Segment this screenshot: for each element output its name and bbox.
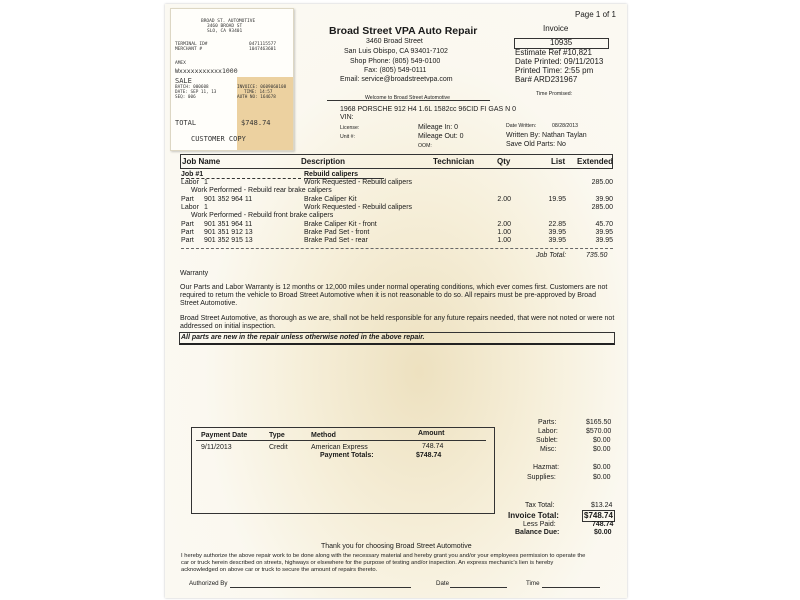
authorization-line1: I hereby authorize the above repair work to be done along with the necessary material and hereby grant you and/or your employees permission to operate the bbox=[181, 553, 586, 559]
payment-type: Credit bbox=[269, 444, 288, 451]
line-item-note: Work Performed - Rebuild front brake calipers bbox=[191, 212, 334, 219]
line-item-list: 22.85 bbox=[548, 221, 566, 228]
line-item-note: Work Performed - Rebuild rear brake calipers bbox=[191, 187, 332, 194]
receipt-terminal-label: TERMINAL ID# bbox=[175, 42, 208, 47]
printed-time: Printed Time: 2:55 pm bbox=[515, 66, 594, 75]
line-item-description: Brake Caliper Kit bbox=[304, 196, 357, 203]
line-item-type: Part bbox=[181, 229, 194, 236]
payment-method: American Express bbox=[311, 444, 368, 451]
col-technician: Technician bbox=[433, 157, 475, 166]
invoice-total-label: Invoice Total: bbox=[508, 511, 559, 520]
summary-supplies: $0.00 bbox=[593, 474, 611, 481]
payment-type-header: Type bbox=[269, 432, 285, 439]
payment-amount: 748.74 bbox=[422, 443, 444, 450]
shop-street: 3460 Broad Street bbox=[366, 38, 423, 45]
balance-due: $0.00 bbox=[594, 529, 612, 536]
line-item-part: 901 352 964 11 bbox=[204, 196, 253, 203]
authorized-by-line bbox=[230, 587, 411, 588]
receipt-terminal-value: 0471115577 bbox=[249, 42, 277, 47]
line-item-description: Brake Pad Set - front bbox=[304, 229, 370, 236]
vehicle-description: 1968 PORSCHE 912 H4 1.6L 1582cc 96CID FI GAS N 0 bbox=[340, 106, 516, 113]
receipt-invoice: INVOICE: 0609060108 bbox=[237, 85, 287, 90]
receipt-shop-line-1: BROAD ST. AUTOMOTIVE bbox=[201, 19, 256, 24]
payment-method-header: Method bbox=[311, 432, 336, 439]
job-number-underline bbox=[181, 178, 301, 179]
job-total-rule bbox=[181, 248, 613, 249]
col-list: List bbox=[551, 157, 566, 166]
date-label: Date bbox=[436, 580, 450, 587]
shop-phone: Shop Phone: (805) 549-0100 bbox=[350, 58, 441, 65]
summary-sublet-label: Sublet: bbox=[536, 437, 558, 444]
date-written-label: Date Written: bbox=[506, 123, 537, 129]
summary-tax-label: Tax Total: bbox=[525, 502, 555, 509]
job-total-label: Job Total: bbox=[536, 252, 567, 259]
table-header-rule bbox=[180, 168, 613, 169]
summary-parts: $165.50 bbox=[586, 419, 612, 426]
summary-supplies-label: Supplies: bbox=[527, 474, 556, 481]
line-item-part: 901 352 915 13 bbox=[204, 237, 253, 244]
time-label: Time bbox=[526, 580, 540, 587]
summary-hazmat-label: Hazmat: bbox=[533, 464, 560, 471]
col-extended: Extended bbox=[577, 157, 614, 166]
page-number: Page 1 of 1 bbox=[575, 10, 616, 19]
line-item-extended: 45.70 bbox=[595, 221, 613, 228]
receipt-batch: BATCH: 000608 bbox=[175, 85, 209, 90]
payment-date: 9/11/2013 bbox=[201, 444, 232, 451]
vehicle-vin: VIN: bbox=[340, 114, 354, 121]
summary-misc-label: Misc: bbox=[540, 446, 557, 453]
payment-amount-header: Amount bbox=[418, 430, 445, 437]
balance-due-label: Balance Due: bbox=[515, 529, 560, 536]
line-item-extended: 285.00 bbox=[591, 179, 613, 186]
invoice-total: $748.74 bbox=[584, 511, 613, 520]
receipt-shop-line-2: 3460 BROAD ST bbox=[207, 24, 243, 29]
receipt-date: DATE: SEP 11, 13 bbox=[175, 90, 217, 95]
line-item-description: Brake Pad Set - rear bbox=[304, 237, 368, 244]
welcome-underline bbox=[327, 100, 490, 101]
job-number: Job #1 bbox=[181, 171, 204, 178]
welcome-text: Welcome to Broad Street Automotive bbox=[365, 95, 450, 101]
receipt-merchant-label: MERCHANT # bbox=[175, 47, 203, 52]
line-item-description: Work Requested - Rebuild calipers bbox=[304, 179, 413, 186]
line-item-part: 901 351 912 13 bbox=[204, 229, 253, 236]
line-item-description: Brake Caliper Kit - front bbox=[304, 221, 377, 228]
invoice-number: 10935 bbox=[550, 38, 573, 47]
col-qty: Qty bbox=[497, 157, 511, 166]
time-promised: Time Promised: bbox=[536, 91, 573, 97]
line-item-description: Work Requested - Rebuild calipers bbox=[304, 204, 413, 211]
warranty-p1-line1: Our Parts and Labor Warranty is 12 months or 12,000 miles under normal operating conditions, which ever comes first. Customers are not bbox=[180, 284, 608, 291]
card-receipt bbox=[170, 8, 294, 151]
estimate-ref: Estimate Ref #10,821 bbox=[515, 48, 592, 57]
line-item-extended: 39.90 bbox=[595, 196, 613, 203]
thank-you: Thank you for choosing Broad Street Automotive bbox=[321, 543, 472, 550]
receipt-card-type: AMEX bbox=[175, 61, 186, 66]
shop-city: San Luis Obispo, CA 93401-7102 bbox=[344, 48, 448, 55]
table-left-rule bbox=[180, 154, 181, 168]
warranty-p2-line1: Broad Street Automotive, as thorough as we are, shall not be held responsible for any future repairs needed, that were not noted or were not bbox=[180, 315, 615, 322]
receipt-total-value: $748.74 bbox=[241, 119, 271, 127]
vehicle-license: License: bbox=[340, 125, 360, 131]
receipt-auth: AUTH NO: 164678 bbox=[237, 95, 276, 100]
line-item-list: 39.95 bbox=[548, 229, 566, 236]
col-description: Description bbox=[301, 157, 346, 166]
line-item-type: Part bbox=[181, 237, 194, 244]
authorized-by-label: Authorized By bbox=[189, 580, 228, 587]
receipt-shop-line-3: SLO, CA 93401 bbox=[207, 29, 243, 34]
line-item-type: Labor bbox=[181, 204, 199, 211]
receipt-card-number: Wxxxxxxxxxxx1000 bbox=[175, 67, 238, 75]
line-item-type: Labor bbox=[181, 179, 199, 186]
summary-misc: $0.00 bbox=[593, 446, 611, 453]
receipt-total-label: TOTAL bbox=[175, 119, 197, 127]
line-item-qty: 1.00 bbox=[497, 237, 511, 244]
line-item-extended: 39.95 bbox=[595, 229, 613, 236]
col-job-name: Job Name bbox=[182, 157, 221, 166]
authorization-line2: car or truck herein described on streets, highways or elsewhere for the purpose of testing and/or inspection. An express mechanic's lien is hereby bbox=[181, 560, 554, 566]
line-item-type: Part bbox=[181, 221, 194, 228]
line-item-part: 1 bbox=[204, 204, 208, 211]
line-item-extended: 39.95 bbox=[595, 237, 613, 244]
payment-totals-label: Payment Totals: bbox=[320, 452, 374, 459]
summary-labor-label: Labor: bbox=[538, 428, 558, 435]
payment-date-header: Payment Date bbox=[201, 432, 248, 439]
bar-number: Bar# ARD231967 bbox=[515, 75, 578, 84]
job-total-value: 735.50 bbox=[586, 252, 608, 259]
shop-fax: Fax: (805) 549-0111 bbox=[364, 67, 427, 74]
job-title: Rebuild calipers bbox=[304, 171, 359, 178]
shop-name: Broad Street VPA Auto Repair bbox=[329, 25, 478, 37]
date-line bbox=[450, 587, 507, 588]
payment-header-rule bbox=[196, 440, 486, 441]
line-item-part: 1 bbox=[204, 179, 208, 186]
summary-sublet: $0.00 bbox=[593, 437, 611, 444]
warranty-p1-line2: required to return the vehicle to Broad Street Automotive when it is not reasonable to do so. All repairs must be pre-approved by Broad bbox=[180, 292, 596, 299]
summary-hazmat: $0.00 bbox=[593, 464, 611, 471]
line-item-qty: 2.00 bbox=[497, 196, 511, 203]
written-by: Written By: Nathan Taylan bbox=[506, 132, 587, 139]
authorization-line3: acknowledged on above car or truck to secure the amount of repairs thereto. bbox=[181, 567, 378, 573]
line-item-list: 39.95 bbox=[548, 237, 566, 244]
less-paid: 748.74 bbox=[592, 521, 614, 528]
warranty-title: Warranty bbox=[180, 270, 209, 277]
table-top-rule bbox=[180, 154, 613, 155]
line-item-type: Part bbox=[181, 196, 194, 203]
receipt-customer-copy: CUSTOMER COPY bbox=[191, 135, 246, 143]
oom: OOM: bbox=[418, 143, 432, 149]
receipt-time: TIME: 14:57 bbox=[244, 90, 273, 95]
warranty-p1-line3: Street Automotive. bbox=[180, 300, 238, 307]
warranty-p2-line2: addressed on initial inspection. bbox=[180, 323, 276, 330]
invoice-label: Invoice bbox=[543, 24, 569, 33]
summary-labor: $570.00 bbox=[586, 428, 612, 435]
save-old-parts: Save Old Parts: No bbox=[506, 141, 566, 148]
mileage-in: Mileage In: 0 bbox=[418, 124, 459, 131]
vehicle-unit: Unit #: bbox=[340, 134, 355, 140]
mileage-out: Mileage Out: 0 bbox=[418, 133, 464, 140]
receipt-sale: SALE bbox=[175, 77, 192, 85]
time-line bbox=[542, 587, 600, 588]
line-item-part: 901 351 964 11 bbox=[204, 221, 253, 228]
date-printed: Date Printed: 09/11/2013 bbox=[515, 57, 604, 66]
receipt-seq: SEQ: 006 bbox=[175, 95, 196, 100]
date-written: 08/28/2013 bbox=[552, 123, 578, 129]
summary-parts-label: Parts: bbox=[538, 419, 557, 426]
receipt-merchant-value: 1047463601 bbox=[249, 47, 277, 52]
summary-tax: $13.24 bbox=[591, 502, 613, 509]
payment-totals-value: $748.74 bbox=[416, 452, 442, 459]
line-item-extended: 285.00 bbox=[591, 204, 613, 211]
shop-email: Email: service@broadstreetvpa.com bbox=[340, 76, 453, 83]
line-item-qty: 2.00 bbox=[497, 221, 511, 228]
less-paid-label: Less Paid: bbox=[523, 521, 556, 528]
new-parts-note: All parts are new in the repair unless otherwise noted in the above repair. bbox=[181, 334, 425, 341]
line-item-list: 19.95 bbox=[548, 196, 566, 203]
line-item-qty: 1.00 bbox=[497, 229, 511, 236]
